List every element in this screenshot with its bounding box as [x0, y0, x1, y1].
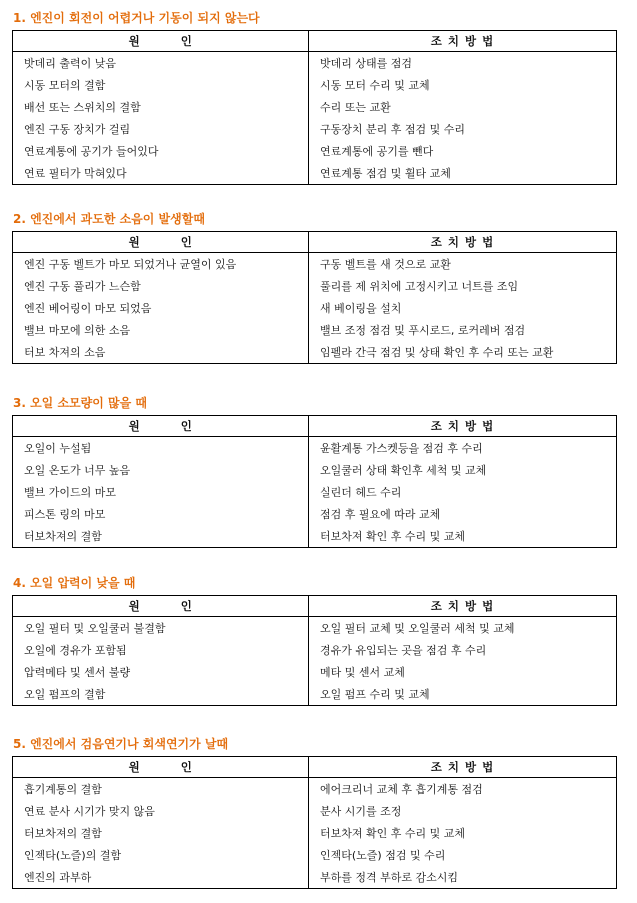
- remedy-cell: 실린더 헤드 수리: [309, 481, 617, 503]
- cause-remedy-table: [12, 231, 617, 364]
- section-title: 1. 엔진이 회전이 어렵거나 기동이 되지 않는다: [13, 11, 260, 25]
- cause-remedy-table: [12, 756, 617, 889]
- cause-cell: 엔진 구동 벨트가 마모 되었거나 균열이 있음: [13, 253, 309, 276]
- remedy-cell: 터보차져 확인 후 수리 및 교체: [309, 525, 617, 548]
- table-header-row: [13, 757, 617, 778]
- cause-remedy-table: [12, 30, 617, 185]
- table-header-row: [13, 232, 617, 253]
- table-row: [13, 822, 617, 844]
- cause-cell: 배선 또는 스위치의 결함: [13, 96, 309, 118]
- header-cause: 원 인: [13, 31, 309, 52]
- remedy-cell: 터보차져 확인 후 수리 및 교체: [309, 822, 617, 844]
- table-row: [13, 617, 617, 640]
- header-remedy: 조 치 방 법: [309, 757, 617, 778]
- cause-cell: 오일에 경유가 포함됨: [13, 639, 309, 661]
- header-remedy: 조 치 방 법: [309, 416, 617, 437]
- table-row: [13, 661, 617, 683]
- section-title: 5. 엔진에서 검음연기나 회색연기가 날때: [13, 737, 229, 751]
- cause-remedy-table: [12, 595, 617, 706]
- table-row: [13, 639, 617, 661]
- remedy-cell: 임펠라 간극 점검 및 상태 확인 후 수리 또는 교환: [309, 341, 617, 364]
- table-header-row: [13, 596, 617, 617]
- cause-cell: 연료 분사 시기가 맞지 않음: [13, 800, 309, 822]
- cause-cell: 연료 필터가 막혀있다: [13, 162, 309, 185]
- section-title: 3. 오일 소모량이 많을 때: [13, 396, 147, 410]
- remedy-cell: 시동 모터 수리 및 교체: [309, 74, 617, 96]
- table-header-row: [13, 416, 617, 437]
- table-row: [13, 162, 617, 185]
- cause-cell: 밧데리 출력이 낮음: [13, 52, 309, 75]
- cause-remedy-table: [12, 415, 617, 548]
- remedy-cell: 경유가 유입되는 곳을 점검 후 수리: [309, 639, 617, 661]
- remedy-cell: 오일 필터 교체 및 오일쿨러 세척 및 교체: [309, 617, 617, 640]
- cause-cell: 압력메타 및 센서 불량: [13, 661, 309, 683]
- remedy-cell: 풀리를 제 위치에 고정시키고 너트를 조임: [309, 275, 617, 297]
- cause-cell: 오일 온도가 너무 높음: [13, 459, 309, 481]
- header-cause: 원 인: [13, 232, 309, 253]
- remedy-cell: 오일쿨러 상태 확인후 세척 및 교체: [309, 459, 617, 481]
- cause-cell: 시동 모터의 결함: [13, 74, 309, 96]
- remedy-cell: 밸브 조정 점검 및 푸시로드, 로커레버 점검: [309, 319, 617, 341]
- cause-cell: 엔진 베어링이 마모 되었음: [13, 297, 309, 319]
- section-title: 2. 엔진에서 과도한 소음이 발생할때: [13, 212, 205, 226]
- table-row: [13, 253, 617, 276]
- remedy-cell: 윤활계통 가스켓등을 점검 후 수리: [309, 437, 617, 460]
- cause-cell: 터보차져의 결함: [13, 525, 309, 548]
- cause-cell: 오일 필터 및 오일쿨러 불결함: [13, 617, 309, 640]
- remedy-cell: 새 베이링을 설치: [309, 297, 617, 319]
- remedy-cell: 점검 후 필요에 따라 교체: [309, 503, 617, 525]
- cause-cell: 오일이 누설됨: [13, 437, 309, 460]
- cause-cell: 엔진의 과부하: [13, 866, 309, 889]
- header-remedy: 조 치 방 법: [309, 596, 617, 617]
- table-row: [13, 459, 617, 481]
- remedy-cell: 연료계통에 공기를 뺀다: [309, 140, 617, 162]
- table-row: [13, 525, 617, 548]
- cause-cell: 피스톤 링의 마모: [13, 503, 309, 525]
- table-row: [13, 52, 617, 75]
- remedy-cell: 밧데리 상태를 점검: [309, 52, 617, 75]
- remedy-cell: 구동장치 분리 후 점검 및 수리: [309, 118, 617, 140]
- cause-cell: 터보차져의 결함: [13, 822, 309, 844]
- cause-cell: 터보 차져의 소음: [13, 341, 309, 364]
- table-row: [13, 118, 617, 140]
- remedy-cell: 부하를 정격 부하로 감소시킴: [309, 866, 617, 889]
- header-cause: 원 인: [13, 416, 309, 437]
- table-row: [13, 683, 617, 706]
- cause-cell: 밸브 마모에 의한 소음: [13, 319, 309, 341]
- table-row: [13, 319, 617, 341]
- cause-cell: 엔진 구동 장치가 걸림: [13, 118, 309, 140]
- header-remedy: 조 치 방 법: [309, 31, 617, 52]
- remedy-cell: 연료계통 점검 및 휠타 교체: [309, 162, 617, 185]
- cause-cell: 흡기계통의 결함: [13, 778, 309, 801]
- table-row: [13, 140, 617, 162]
- table-row: [13, 866, 617, 889]
- cause-cell: 연료계통에 공기가 들어있다: [13, 140, 309, 162]
- table-row: [13, 844, 617, 866]
- cause-cell: 밸브 가이드의 마모: [13, 481, 309, 503]
- table-row: [13, 503, 617, 525]
- cause-cell: 인젝타(노즐)의 결함: [13, 844, 309, 866]
- header-cause: 원 인: [13, 596, 309, 617]
- cause-cell: 엔진 구동 풀리가 느슨함: [13, 275, 309, 297]
- header-cause: 원 인: [13, 757, 309, 778]
- remedy-cell: 구동 벨트를 새 것으로 교환: [309, 253, 617, 276]
- table-row: [13, 297, 617, 319]
- table-header-row: [13, 31, 617, 52]
- remedy-cell: 메타 및 센서 교체: [309, 661, 617, 683]
- table-row: [13, 275, 617, 297]
- remedy-cell: 수리 또는 교환: [309, 96, 617, 118]
- table-row: [13, 778, 617, 801]
- cause-cell: 오일 펌프의 결함: [13, 683, 309, 706]
- table-row: [13, 74, 617, 96]
- table-row: [13, 481, 617, 503]
- remedy-cell: 분사 시기를 조정: [309, 800, 617, 822]
- header-remedy: 조 치 방 법: [309, 232, 617, 253]
- remedy-cell: 오일 펌프 수리 및 교체: [309, 683, 617, 706]
- remedy-cell: 인젝타(노즐) 점검 및 수리: [309, 844, 617, 866]
- table-row: [13, 437, 617, 460]
- table-row: [13, 341, 617, 364]
- section-title: 4. 오일 압력이 낮을 때: [13, 576, 136, 590]
- table-row: [13, 800, 617, 822]
- table-row: [13, 96, 617, 118]
- remedy-cell: 에어크리너 교체 후 흡기계통 점검: [309, 778, 617, 801]
